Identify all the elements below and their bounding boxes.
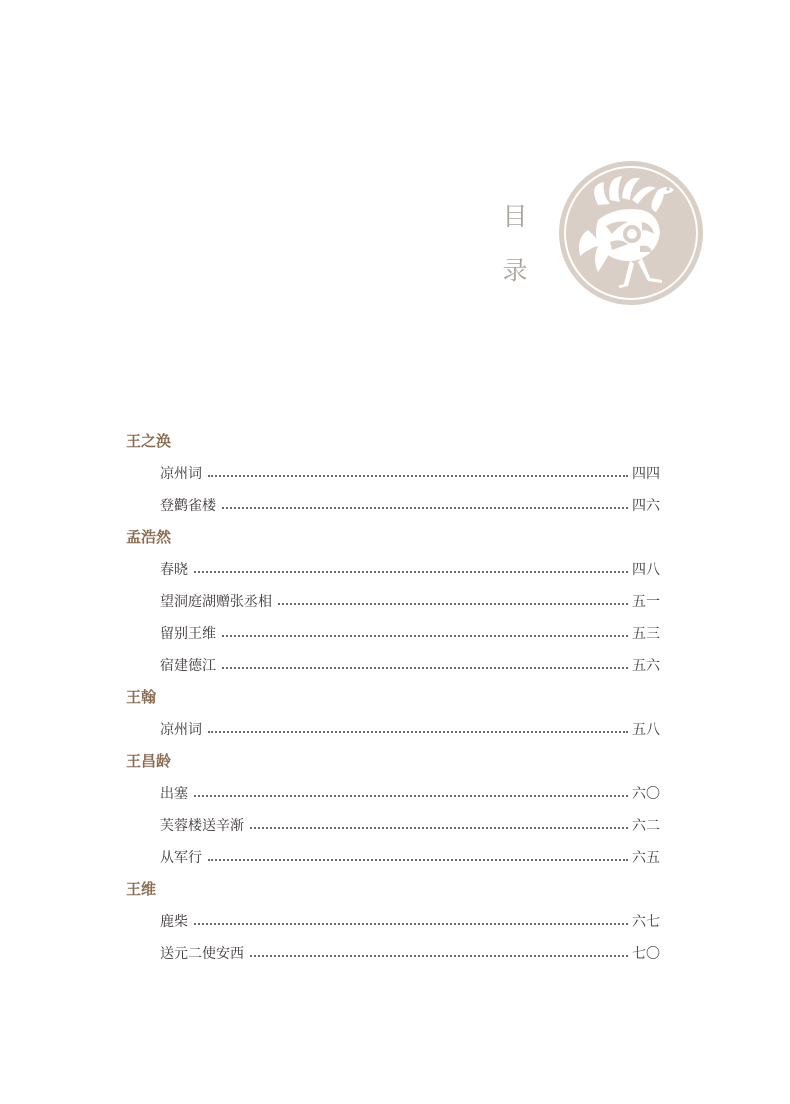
toc-entry[interactable] <box>126 905 660 937</box>
entry-page-number: 五六 <box>632 658 660 674</box>
section-author: 王维 <box>126 880 157 898</box>
section-author: 孟浩然 <box>126 528 172 546</box>
dot-leader <box>278 602 628 605</box>
toc-entry[interactable] <box>126 937 660 969</box>
entry-title: 芙蓉楼送辛渐 <box>160 818 244 834</box>
dot-leader <box>222 634 628 637</box>
entry-page-number: 四六 <box>632 498 660 514</box>
title-char-1: 目 <box>502 202 528 231</box>
entry-title: 望洞庭湖赠张丞相 <box>160 594 272 610</box>
dot-leader <box>208 730 628 733</box>
entry-page-number: 四四 <box>632 466 660 482</box>
section-author: 王翰 <box>126 688 157 706</box>
entry-page-number: 五三 <box>632 626 660 642</box>
dot-leader <box>222 506 628 509</box>
dot-leader <box>194 922 628 925</box>
toc-entry[interactable] <box>126 649 660 681</box>
entry-title: 鹿柴 <box>160 914 188 930</box>
dot-leader <box>208 474 628 477</box>
toc-entry[interactable] <box>126 457 660 489</box>
dot-leader <box>250 954 628 957</box>
dot-leader <box>250 826 628 829</box>
entry-title: 出塞 <box>160 786 188 802</box>
entry-page-number: 五八 <box>632 722 660 738</box>
entry-page-number: 六二 <box>632 818 660 834</box>
entry-page-number: 七〇 <box>632 946 660 962</box>
entry-page-number: 六七 <box>632 914 660 930</box>
toc-entry[interactable] <box>126 809 660 841</box>
toc-entry[interactable] <box>126 841 660 873</box>
entry-title: 春晓 <box>160 562 188 578</box>
entry-title: 登鹳雀楼 <box>160 498 216 514</box>
dot-leader <box>194 570 628 573</box>
entry-page-number: 四八 <box>632 562 660 578</box>
toc-entry[interactable] <box>126 777 660 809</box>
toc-entry[interactable] <box>126 713 660 745</box>
entry-title: 留别王维 <box>160 626 216 642</box>
table-of-contents <box>126 425 660 969</box>
dot-leader <box>222 666 628 669</box>
dot-leader <box>208 858 628 861</box>
section-author: 王之涣 <box>126 432 172 450</box>
dot-leader <box>194 794 628 797</box>
toc-entry[interactable] <box>126 585 660 617</box>
entry-page-number: 五一 <box>632 594 660 610</box>
toc-entry[interactable] <box>126 489 660 521</box>
title-char-2: 录 <box>502 256 528 285</box>
entry-title: 送元二使安西 <box>160 946 244 962</box>
entry-title: 从军行 <box>160 850 202 866</box>
toc-entry[interactable] <box>126 553 660 585</box>
section-author: 王昌龄 <box>126 752 172 770</box>
phoenix-seal-icon <box>558 160 704 306</box>
page-title <box>498 200 532 288</box>
entry-page-number: 六〇 <box>632 786 660 802</box>
entry-page-number: 六五 <box>632 850 660 866</box>
entry-title: 宿建德江 <box>160 658 216 674</box>
toc-entry[interactable] <box>126 617 660 649</box>
entry-title: 凉州词 <box>160 722 202 738</box>
entry-title: 凉州词 <box>160 466 202 482</box>
